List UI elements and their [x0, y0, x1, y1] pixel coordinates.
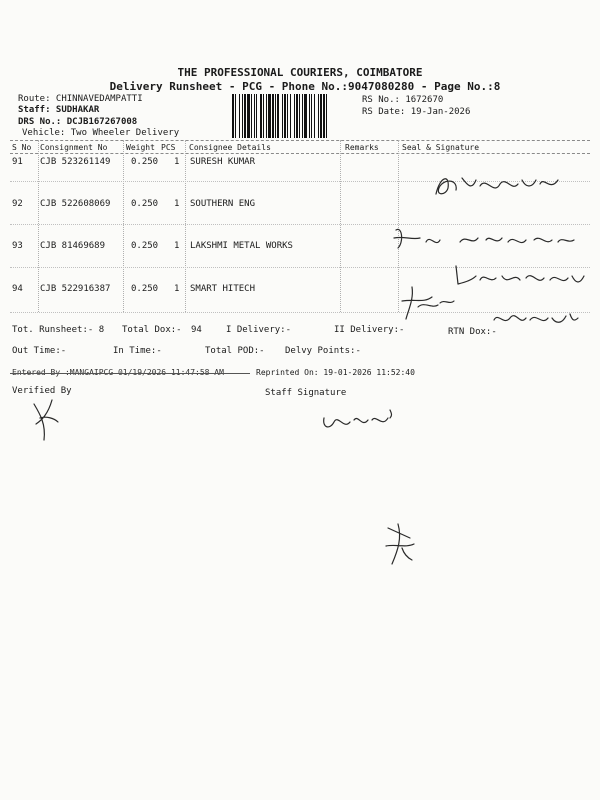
- row-weight: 0.250: [131, 241, 159, 251]
- delvy-points: Delvy Points:-: [285, 346, 361, 356]
- col-consignment: Consignment No: [40, 143, 108, 152]
- verified-by-label: Verified By: [12, 386, 72, 396]
- row-consignee: LAKSHMI METAL WORKS: [190, 241, 293, 251]
- row-pcs: 1: [174, 157, 180, 167]
- row-pcs: 1: [174, 199, 180, 209]
- ii-delivery: II Delivery:-: [334, 325, 405, 335]
- row-sno: 92: [12, 199, 23, 209]
- tot-runsheet: Tot. Runsheet:- 8: [12, 325, 105, 335]
- col-pcs: PCS: [161, 143, 176, 152]
- in-time: In Time:-: [113, 346, 162, 356]
- total-dox-value: 94: [191, 325, 202, 335]
- signature-staff: [318, 404, 396, 434]
- row-consignee: SURESH KUMAR: [190, 157, 256, 167]
- row-pcs: 1: [174, 284, 180, 294]
- rs-number: RS No.: 1672670: [362, 95, 444, 105]
- signature-row-93: [390, 222, 580, 256]
- col-consignee: Consignee Details: [189, 143, 271, 152]
- col-seal-signature: Seal & Signature: [402, 143, 480, 152]
- row-weight: 0.250: [131, 284, 159, 294]
- row-consignee: SMART HITECH: [190, 284, 256, 294]
- total-dox-label: Total Dox:-: [122, 325, 182, 335]
- row-sno: 91: [12, 157, 23, 167]
- signature-row-94b: [490, 304, 580, 330]
- signature-verified-by: [28, 394, 64, 444]
- signature-row-94: [398, 283, 458, 325]
- barcode: [232, 94, 358, 138]
- row-sno: 94: [12, 284, 23, 294]
- row-consignment: CJB 522916387: [40, 284, 111, 294]
- signature-row-93b: [452, 262, 588, 292]
- signature-row-91: [428, 166, 568, 206]
- vehicle-label: Vehicle: Two Wheeler Delivery: [22, 128, 180, 138]
- company-name: THE PROFESSIONAL COURIERS, COIMBATORE: [177, 66, 423, 79]
- drs-number: DRS No.: DCJB167267008: [18, 117, 138, 127]
- staff-label: Staff: SUDHAKAR: [18, 105, 100, 115]
- entered-by: Entered By :MANGAIPCG 01/19/2026 11:47:58 AM: [12, 368, 224, 377]
- row-consignment: CJB 522608069: [40, 199, 111, 209]
- row-weight: 0.250: [131, 157, 159, 167]
- row-weight: 0.250: [131, 199, 159, 209]
- row-pcs: 1: [174, 241, 180, 251]
- i-delivery: I Delivery:-: [226, 325, 292, 335]
- row-sno: 93: [12, 241, 23, 251]
- col-weight: Weight: [126, 143, 155, 152]
- rs-date: RS Date: 19-Jan-2026: [362, 107, 471, 117]
- row-consignee: SOUTHERN ENG: [190, 199, 256, 209]
- reprinted-on: Reprinted On: 19-01-2026 11:52:40: [256, 368, 415, 377]
- col-sno: S No: [12, 143, 32, 152]
- runsheet-subtitle: Delivery Runsheet - PCG - Phone No.:9047080280 - Page No.:8: [109, 80, 501, 93]
- total-pod: Total POD:-: [205, 346, 265, 356]
- rtn-dox: RTN Dox:-: [448, 327, 497, 337]
- row-consignment: CJB 81469689: [40, 241, 106, 251]
- col-remarks: Remarks: [345, 143, 379, 152]
- staff-signature-label: Staff Signature: [265, 388, 347, 398]
- route-label: Route: CHINNAVEDAMPATTI: [18, 94, 143, 104]
- row-consignment: CJB 523261149: [40, 157, 111, 167]
- out-time: Out Time:-: [12, 346, 67, 356]
- scribble-mark: [380, 520, 418, 568]
